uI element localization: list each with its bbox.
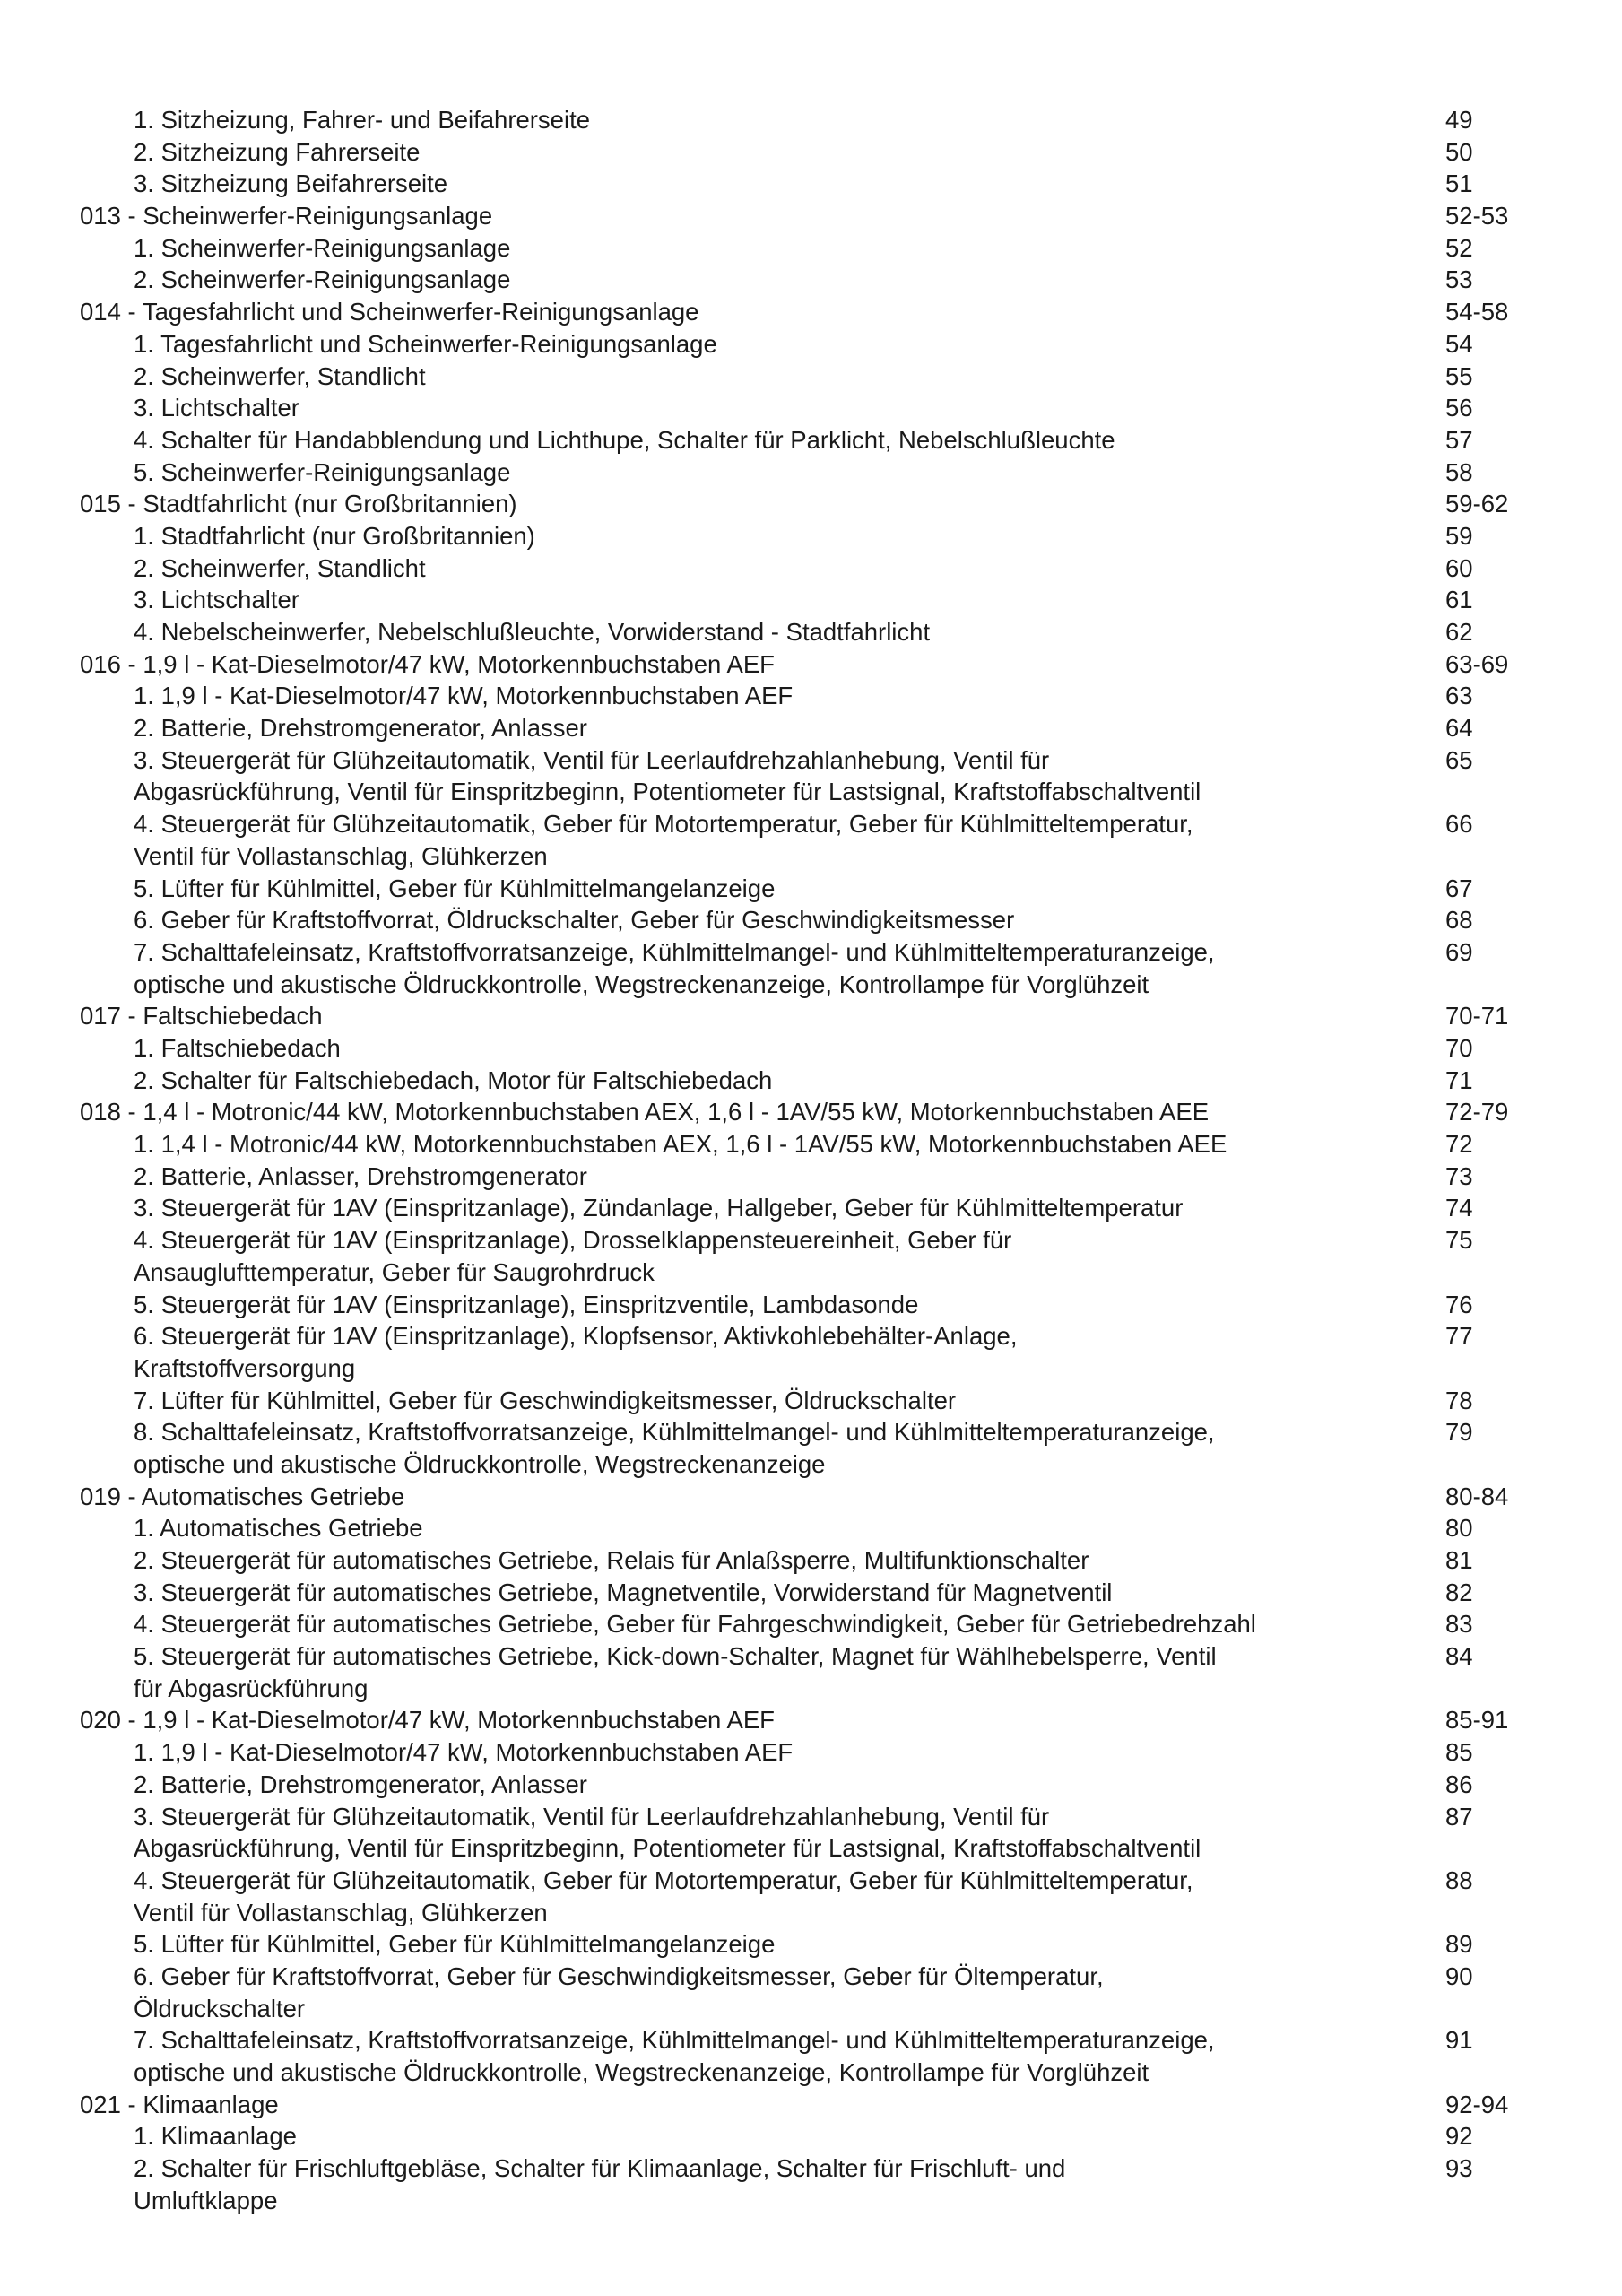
toc-entry-title <box>134 1608 1344 1640</box>
toc-entry-title-line: 015 - Stadtfahrlicht (nur Großbritannien) <box>80 490 517 518</box>
toc-entry <box>0 1032 1622 1065</box>
toc-entry <box>0 2120 1622 2152</box>
toc-entry-page-number: 87 <box>1445 1802 1473 1831</box>
toc-entry-title <box>80 2089 1344 2121</box>
toc-entry <box>0 232 1622 265</box>
toc-entry-title <box>134 1289 1344 1321</box>
toc-entry-title-line: 5. Steuergerät für 1AV (Einspritzanlage), Einspritzventile, Lambdasonde <box>134 1290 919 1318</box>
toc-entry-title <box>134 808 1344 872</box>
toc-entry-title-line: 1. 1,9 l - Kat-Dieselmotor/47 kW, Motorkennbuchstaben AEF <box>134 682 794 710</box>
toc-entry-page-number: 80 <box>1445 1514 1473 1543</box>
toc-entry <box>0 1544 1622 1577</box>
toc-entry-page-number: 59 <box>1445 521 1473 550</box>
toc-entry-title-line: 3. Steuergerät für Glühzeitautomatik, Ventil für Leerlaufdrehzahlanhebung, Ventil für <box>134 745 1050 774</box>
toc-entry <box>0 584 1622 616</box>
table-of-contents <box>0 104 1622 2214</box>
toc-entry-page-number: 51 <box>1445 170 1473 198</box>
toc-entry-title-line: 2. Batterie, Anlasser, Drehstromgenerator <box>134 1161 587 1190</box>
toc-entry <box>0 712 1622 744</box>
toc-entry-page-number: 91 <box>1445 2026 1473 2055</box>
toc-entry <box>0 457 1622 489</box>
toc-entry-page-number: 72-79 <box>1445 1098 1509 1126</box>
toc-entry-page-number: 50 <box>1445 137 1473 166</box>
toc-entry <box>0 680 1622 712</box>
toc-entry-title <box>134 264 1344 296</box>
toc-entry-title <box>134 392 1344 424</box>
toc-entry-title-line: 1. 1,9 l - Kat-Dieselmotor/47 kW, Motorkennbuchstaben AEF <box>134 1738 794 1767</box>
toc-entry-title-line: 4. Steuergerät für Glühzeitautomatik, Geber für Motortemperatur, Geber für Kühlmitteltemperatur, <box>134 1866 1193 1894</box>
toc-entry-title-line: 1. Stadtfahrlicht (nur Großbritannien) <box>134 521 535 550</box>
toc-entry <box>0 392 1622 424</box>
toc-entry-title <box>80 488 1344 520</box>
toc-entry <box>0 1224 1622 1288</box>
toc-entry-title-line: 016 - 1,9 l - Kat-Dieselmotor/47 kW, Motorkennbuchstaben AEF <box>80 649 775 678</box>
toc-entry-page-number: 72 <box>1445 1130 1473 1159</box>
toc-entry <box>0 1865 1622 1928</box>
toc-entry <box>0 1161 1622 1193</box>
toc-section-entry <box>0 1481 1622 1513</box>
toc-entry <box>0 328 1622 361</box>
toc-entry-title-line: 1. Tagesfahrlicht und Scheinwerfer-Reinigungsanlage <box>134 329 717 358</box>
toc-entry-title-line: 020 - 1,9 l - Kat-Dieselmotor/47 kW, Motorkennbuchstaben AEF <box>80 1706 775 1735</box>
toc-entry-page-number: 63-69 <box>1445 649 1509 678</box>
toc-entry-title <box>134 2120 1344 2152</box>
toc-entry-title-continuation: Ansauglufttemperatur, Geber für Saugrohrdruck <box>134 1257 655 1286</box>
toc-entry-page-number: 90 <box>1445 1962 1473 1991</box>
toc-entry-title <box>134 1801 1344 1865</box>
toc-entry-title <box>134 584 1344 616</box>
toc-entry-page-number: 54-58 <box>1445 298 1509 326</box>
toc-entry <box>0 168 1622 200</box>
toc-entry <box>0 873 1622 905</box>
toc-entry-page-number: 93 <box>1445 2154 1473 2183</box>
toc-entry-page-number: 69 <box>1445 937 1473 966</box>
toc-entry <box>0 904 1622 936</box>
toc-entry-title <box>134 1128 1344 1161</box>
toc-entry-page-number: 78 <box>1445 1386 1473 1414</box>
toc-entry-page-number: 52 <box>1445 233 1473 262</box>
toc-entry-title-line: 3. Lichtschalter <box>134 394 299 422</box>
toc-entry-title <box>134 232 1344 265</box>
toc-entry-title <box>134 1032 1344 1065</box>
toc-entry-title <box>134 168 1344 200</box>
toc-entry-title-line: 1. Sitzheizung, Fahrer- und Beifahrerseite <box>134 106 591 134</box>
toc-entry-page-number: 63 <box>1445 682 1473 710</box>
toc-entry <box>0 552 1622 585</box>
toc-entry <box>0 1192 1622 1224</box>
toc-entry-page-number: 85 <box>1445 1738 1473 1767</box>
toc-entry-title <box>134 424 1344 457</box>
toc-entry-title <box>134 1577 1344 1609</box>
toc-entry-title <box>134 1544 1344 1577</box>
toc-entry-title-line: 5. Scheinwerfer-Reinigungsanlage <box>134 457 511 486</box>
toc-entry-page-number: 80-84 <box>1445 1482 1509 1510</box>
toc-section-entry <box>0 296 1622 328</box>
toc-entry-title-line: 017 - Faltschiebedach <box>80 1002 323 1031</box>
toc-entry-page-number: 57 <box>1445 425 1473 454</box>
toc-entry <box>0 744 1622 808</box>
toc-entry-page-number: 61 <box>1445 586 1473 614</box>
toc-entry-title-line: 4. Steuergerät für Glühzeitautomatik, Geber für Motortemperatur, Geber für Kühlmitteltemperatur, <box>134 810 1193 839</box>
toc-entry-title <box>134 361 1344 393</box>
toc-entry-title <box>134 904 1344 936</box>
toc-entry-page-number: 73 <box>1445 1161 1473 1190</box>
toc-entry-title-line: 5. Lüfter für Kühlmittel, Geber für Kühlmittelmangelanzeige <box>134 874 776 902</box>
toc-entry-title-line: 1. Klimaanlage <box>134 2122 297 2151</box>
toc-entry-title <box>80 1000 1344 1032</box>
toc-entry-page-number: 86 <box>1445 1770 1473 1798</box>
toc-entry-title-line: 4. Steuergerät für 1AV (Einspritzanlage), Drosselklappensteuereinheit, Geber für <box>134 1226 1012 1255</box>
toc-entry-title-line: 2. Scheinwerfer, Standlicht <box>134 361 426 390</box>
toc-entry-title <box>134 1736 1344 1769</box>
toc-entry <box>0 1640 1622 1704</box>
toc-entry-page-number: 53 <box>1445 265 1473 294</box>
toc-entry-title-line: 6. Geber für Kraftstoffvorrat, Geber für Geschwindigkeitsmesser, Geber für Öltemperatur, <box>134 1962 1104 1991</box>
toc-section-entry <box>0 1000 1622 1032</box>
toc-entry-title <box>134 1769 1344 1801</box>
toc-entry-title <box>134 104 1344 136</box>
toc-entry-title <box>134 744 1344 808</box>
toc-entry-page-number: 70-71 <box>1445 1002 1509 1031</box>
toc-entry <box>0 1961 1622 2024</box>
toc-entry-title-line: 4. Schalter für Handabblendung und Lichthupe, Schalter für Parklicht, Nebelschlußleuchte <box>134 425 1115 454</box>
toc-entry-title-line: 3. Steuergerät für automatisches Getriebe, Magnetventile, Vorwiderstand für Magnetventil <box>134 1578 1113 1606</box>
toc-entry <box>0 104 1622 136</box>
toc-entry-page-number: 54 <box>1445 329 1473 358</box>
toc-entry-page-number: 59-62 <box>1445 490 1509 518</box>
toc-entry-title-line: 4. Steuergerät für automatisches Getriebe, Geber für Fahrgeschwindigkeit, Geber für Getriebedrehzahl <box>134 1610 1256 1639</box>
toc-entry-title-line: 5. Lüfter für Kühlmittel, Geber für Kühlmittelmangelanzeige <box>134 1930 776 1959</box>
toc-entry-page-number: 92 <box>1445 2122 1473 2151</box>
toc-entry-page-number: 65 <box>1445 745 1473 774</box>
toc-entry-title <box>134 1961 1344 2024</box>
toc-entry-title <box>134 1065 1344 1097</box>
toc-entry-title-line: 2. Batterie, Drehstromgenerator, Anlasser <box>134 714 587 743</box>
toc-entry-title-line: 2. Sitzheizung Fahrerseite <box>134 137 421 166</box>
toc-entry-page-number: 83 <box>1445 1610 1473 1639</box>
toc-section-entry <box>0 648 1622 681</box>
toc-entry-title <box>134 2024 1344 2088</box>
toc-entry-page-number: 70 <box>1445 1033 1473 1062</box>
toc-entry-title-continuation: optische und akustische Öldruckkontrolle, Wegstreckenanzeige, Kontrollampe für Vorglühzeit <box>134 2058 1149 2087</box>
toc-entry-title-continuation: Kraftstoffversorgung <box>134 1353 356 1382</box>
toc-entry-title-line: 021 - Klimaanlage <box>80 2090 279 2118</box>
toc-entry-title <box>134 1416 1344 1480</box>
toc-entry-page-number: 62 <box>1445 618 1473 646</box>
toc-entry-title-line: 8. Schalttafeleinsatz, Kraftstoffvorratsanzeige, Kühlmittelmangel- und Kühlmitteltemperaturanzeige, <box>134 1418 1215 1447</box>
toc-entry-title <box>134 328 1344 361</box>
toc-entry-title <box>134 616 1344 648</box>
toc-entry <box>0 1577 1622 1609</box>
toc-entry-title-continuation: optische und akustische Öldruckkontrolle, Wegstreckenanzeige <box>134 1449 826 1478</box>
toc-entry-title-line: 013 - Scheinwerfer-Reinigungsanlage <box>80 202 493 230</box>
toc-entry-page-number: 79 <box>1445 1418 1473 1447</box>
toc-entry <box>0 2024 1622 2088</box>
toc-entry-title <box>134 1928 1344 1961</box>
toc-section-entry <box>0 1704 1622 1736</box>
toc-entry-title-line: 2. Steuergerät für automatisches Getriebe, Relais für Anlaßsperre, Multifunktionschalter <box>134 1546 1089 1575</box>
toc-entry-title-line: 014 - Tagesfahrlicht und Scheinwerfer-Reinigungsanlage <box>80 298 699 326</box>
toc-entry <box>0 936 1622 1000</box>
toc-entry-title-line: 7. Schalttafeleinsatz, Kraftstoffvorratsanzeige, Kühlmittelmangel- und Kühlmitteltemperaturanzeige, <box>134 937 1215 966</box>
toc-entry-title-continuation: Umluftklappe <box>134 2186 278 2214</box>
toc-entry-title-line: 2. Scheinwerfer, Standlicht <box>134 553 426 582</box>
toc-entry-title <box>134 1512 1344 1544</box>
toc-entry-page-number: 89 <box>1445 1930 1473 1959</box>
toc-entry-page-number: 49 <box>1445 106 1473 134</box>
toc-entry-title-line: 1. Scheinwerfer-Reinigungsanlage <box>134 233 511 262</box>
toc-entry-title-line: 4. Nebelscheinwerfer, Nebelschlußleuchte, Vorwiderstand - Stadtfahrlicht <box>134 618 931 646</box>
toc-entry-title <box>134 1224 1344 1288</box>
toc-entry <box>0 616 1622 648</box>
toc-entry-title <box>134 2152 1344 2216</box>
toc-entry <box>0 1928 1622 1961</box>
toc-entry-title-line: 7. Lüfter für Kühlmittel, Geber für Geschwindigkeitsmesser, Öldruckschalter <box>134 1386 957 1414</box>
toc-entry-title-line: 1. Faltschiebedach <box>134 1033 341 1062</box>
toc-entry <box>0 1128 1622 1161</box>
toc-entry-title-line: 5. Steuergerät für automatisches Getriebe, Kick-down-Schalter, Magnet für Wählhebelsperre, Ventil <box>134 1642 1217 1671</box>
toc-entry-page-number: 81 <box>1445 1546 1473 1575</box>
toc-entry <box>0 1289 1622 1321</box>
toc-entry-title-line: 3. Steuergerät für 1AV (Einspritzanlage), Zündanlage, Hallgeber, Geber für Kühlmitteltemperatur <box>134 1194 1184 1222</box>
toc-entry-page-number: 55 <box>1445 361 1473 390</box>
toc-entry <box>0 1769 1622 1801</box>
toc-entry <box>0 1320 1622 1384</box>
toc-entry-title-line: 2. Scheinwerfer-Reinigungsanlage <box>134 265 511 294</box>
toc-entry-page-number: 85-91 <box>1445 1706 1509 1735</box>
toc-entry-title-line: 1. Automatisches Getriebe <box>134 1514 423 1543</box>
toc-entry-page-number: 82 <box>1445 1578 1473 1606</box>
toc-entry <box>0 1512 1622 1544</box>
toc-entry-title <box>80 1481 1344 1513</box>
toc-entry-page-number: 52-53 <box>1445 202 1509 230</box>
toc-entry-title-line: 2. Schalter für Frischluftgebläse, Schalter für Klimaanlage, Schalter für Frischluft- und <box>134 2154 1066 2183</box>
toc-entry-title-continuation: Abgasrückführung, Ventil für Einspritzbeginn, Potentiometer für Lastsignal, Kraftstoffabschaltventil <box>134 1834 1201 1863</box>
toc-entry-title <box>134 1192 1344 1224</box>
toc-entry-title <box>134 680 1344 712</box>
toc-section-entry <box>0 488 1622 520</box>
toc-entry-title <box>134 712 1344 744</box>
toc-entry-title-line: 3. Lichtschalter <box>134 586 299 614</box>
toc-entry <box>0 1736 1622 1769</box>
toc-entry <box>0 520 1622 552</box>
toc-entry <box>0 361 1622 393</box>
toc-entry-title-line: 3. Sitzheizung Beifahrerseite <box>134 170 448 198</box>
toc-entry-page-number: 92-94 <box>1445 2090 1509 2118</box>
toc-entry-title-line: 2. Batterie, Drehstromgenerator, Anlasser <box>134 1770 587 1798</box>
toc-entry <box>0 808 1622 872</box>
toc-entry-title-line: 1. 1,4 l - Motronic/44 kW, Motorkennbuchstaben AEX, 1,6 l - 1AV/55 kW, Motorkennbuchstaben AEE <box>134 1130 1227 1159</box>
toc-entry-title <box>80 1096 1344 1128</box>
toc-entry-page-number: 76 <box>1445 1290 1473 1318</box>
toc-entry <box>0 424 1622 457</box>
toc-entry <box>0 136 1622 169</box>
toc-entry-title-continuation: für Abgasrückführung <box>134 1674 369 1702</box>
toc-entry-page-number: 64 <box>1445 714 1473 743</box>
toc-entry <box>0 1416 1622 1480</box>
toc-entry-title <box>134 1320 1344 1384</box>
toc-entry <box>0 1065 1622 1097</box>
toc-entry-page-number: 74 <box>1445 1194 1473 1222</box>
toc-entry-title <box>134 457 1344 489</box>
toc-entry-title <box>134 552 1344 585</box>
toc-entry-title-line: 019 - Automatisches Getriebe <box>80 1482 405 1510</box>
toc-entry-title <box>80 648 1344 681</box>
toc-entry-title-line: 018 - 1,4 l - Motronic/44 kW, Motorkennbuchstaben AEX, 1,6 l - 1AV/55 kW, Motorkennbuchstaben AEE <box>80 1098 1210 1126</box>
toc-entry-title <box>134 520 1344 552</box>
toc-entry-title <box>80 296 1344 328</box>
toc-entry-page-number: 75 <box>1445 1226 1473 1255</box>
toc-entry-title-line: 6. Steuergerät für 1AV (Einspritzanlage), Klopfsensor, Aktivkohlebehälter-Anlage, <box>134 1322 1018 1351</box>
toc-entry-page-number: 60 <box>1445 553 1473 582</box>
toc-entry-title <box>80 1704 1344 1736</box>
toc-entry-title <box>134 1640 1344 1704</box>
toc-section-entry <box>0 1096 1622 1128</box>
toc-entry-title-continuation: Abgasrückführung, Ventil für Einspritzbeginn, Potentiometer für Lastsignal, Kraftstoffabschaltventil <box>134 778 1201 806</box>
toc-entry-title-continuation: Ventil für Vollastanschlag, Glühkerzen <box>134 1898 548 1926</box>
toc-entry-page-number: 68 <box>1445 906 1473 935</box>
toc-entry-page-number: 56 <box>1445 394 1473 422</box>
toc-entry-title-line: 6. Geber für Kraftstoffvorrat, Öldruckschalter, Geber für Geschwindigkeitsmesser <box>134 906 1015 935</box>
toc-entry-page-number: 71 <box>1445 1065 1473 1094</box>
toc-entry-title <box>134 1385 1344 1417</box>
toc-entry <box>0 1801 1622 1865</box>
toc-entry-title-line: 2. Schalter für Faltschiebedach, Motor für Faltschiebedach <box>134 1065 773 1094</box>
toc-entry-title-continuation: Öldruckschalter <box>134 1994 306 2022</box>
toc-entry-title <box>134 1865 1344 1928</box>
toc-entry <box>0 1608 1622 1640</box>
toc-entry-title <box>134 1161 1344 1193</box>
toc-entry-title <box>134 873 1344 905</box>
toc-entry-title <box>134 936 1344 1000</box>
toc-entry-title-line: 7. Schalttafeleinsatz, Kraftstoffvorratsanzeige, Kühlmittelmangel- und Kühlmitteltemperaturanzeige, <box>134 2026 1215 2055</box>
toc-entry-title-continuation: optische und akustische Öldruckkontrolle, Wegstreckenanzeige, Kontrollampe für Vorglühzeit <box>134 970 1149 998</box>
toc-entry-page-number: 58 <box>1445 457 1473 486</box>
toc-entry-page-number: 67 <box>1445 874 1473 902</box>
toc-entry <box>0 2152 1622 2214</box>
toc-entry-page-number: 88 <box>1445 1866 1473 1894</box>
toc-section-entry <box>0 200 1622 232</box>
toc-entry-page-number: 77 <box>1445 1322 1473 1351</box>
toc-entry-title <box>134 136 1344 169</box>
toc-entry-page-number: 84 <box>1445 1642 1473 1671</box>
toc-entry <box>0 264 1622 296</box>
toc-entry-title-continuation: Ventil für Vollastanschlag, Glühkerzen <box>134 841 548 870</box>
toc-entry-title-line: 3. Steuergerät für Glühzeitautomatik, Ventil für Leerlaufdrehzahlanhebung, Ventil für <box>134 1802 1050 1831</box>
toc-entry <box>0 1385 1622 1417</box>
toc-section-entry <box>0 2089 1622 2121</box>
toc-entry-page-number: 66 <box>1445 810 1473 839</box>
toc-entry-title <box>80 200 1344 232</box>
